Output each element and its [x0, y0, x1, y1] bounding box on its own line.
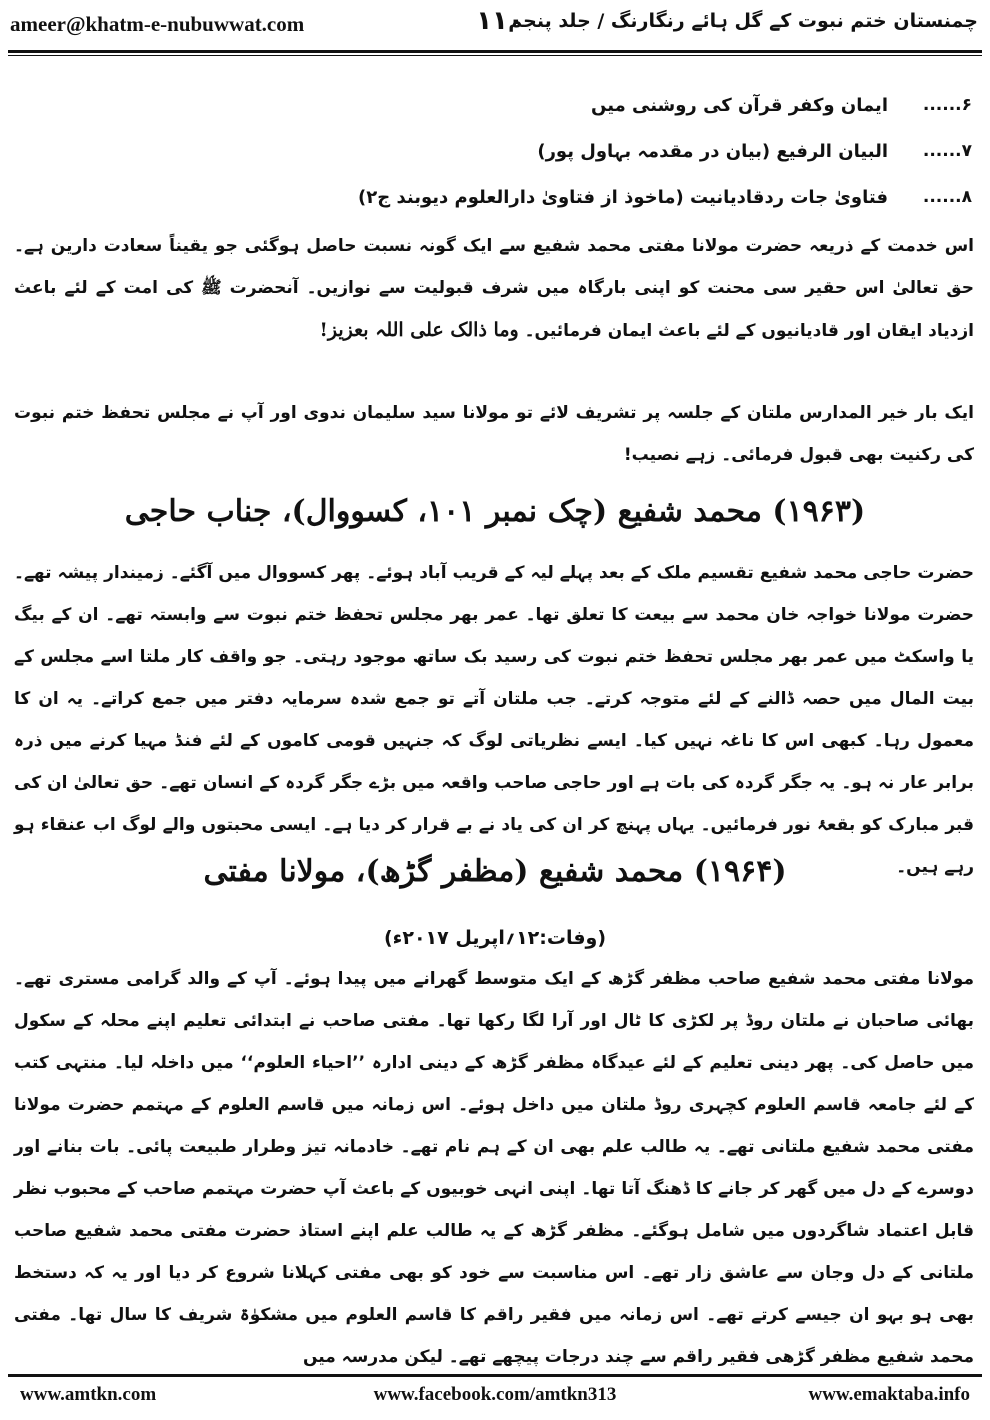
numbered-list	[280, 82, 972, 220]
footer-link-facebook[interactable]: www.facebook.com/amtkn313	[373, 1384, 617, 1405]
paragraph-service	[14, 225, 974, 352]
paragraph-mufti-shafi: مولانا مفتی محمد شفیع صاحب مظفر گڑھ کے ایک متوسط گھرانے میں پیدا ہوئے۔ آپ کے والد گرامی مستری تھے۔ بھائی صاحبان نے ملتان روڈ پر لکڑی کا ٹال اور آرا لگا رکھا تھا۔ مفتی صاحب نے ابتدائی تعلیم اپنے محلہ کے سکول میں حاصل کی۔ پھر دینی تعلیم کے لئے عیدگاہ مظفر گڑھ کے دینی ادارہ ’’احیاء العلوم‘‘ میں داخلہ لیا۔ منتہی کتب کے لئے جامعہ قاسم العلوم کچہری روڈ ملتان میں داخل ہوئے۔ اس زمانہ میں قاسم العلوم کے مہتمم حضرت مولانا مفتی محمد شفیع ملتانی تھے۔ یہ طالب علم بھی ان کے ہم نام تھے۔ خادمانہ تیز وطرار طبیعت پائی۔ بات بنانے اور دوسرے کے دل میں گھر کر جانے کا ڈھنگ آتا تھا۔ اپنی انہی خوبیوں کے باعث آپ حضرت مہتمم صاحب کے محبوب نظر قابل اعتماد شاگردوں میں شامل ہوگئے۔ مظفر گڑھ کے یہ طالب علم اپنے استاذ حضرت مفتی محمد شفیع صاحب ملتانی کے دل وجان سے عاشق زار تھے۔ اس مناسبت سے خود کو بھی مفتی کہلانا شروع کر دیا اور یہ کہ دستخط بھی ہو بہو ان جیسے کرتے تھے۔ اس زمانہ میں فقیر راقم کا قاسم العلوم میں مشکوٰۃ شریف کا سال تھا۔ مفتی محمد شفیع مظفر گڑھی فقیر راقم سے چند درجات پیچھے تھے۔ لیکن مدرسہ میں	[14, 969, 974, 1367]
list-item-number: ۸......	[922, 187, 972, 207]
footer-link-amtkn[interactable]: www.amtkn.com	[20, 1384, 157, 1405]
section-heading-1963: (۱۹۶۳) محمد شفیع (چک نمبر ۱۰۱، کسووال)، جناب حاجی	[124, 494, 866, 529]
list-item-number: ۷......	[922, 141, 972, 161]
paragraph-khair-ul-madaris: ایک بار خیر المدارس ملتان کے جلسہ پر تشریف لائے تو مولانا سید سلیمان ندوی اور آپ نے مجلس تحفظ ختم نبوت کی رکنیت بھی قبول فرمائی۔ زہے نصیب!	[14, 403, 974, 465]
list-item-text: ایمان وکفر قرآن کی روشنی میں	[591, 94, 888, 116]
book-title: چمنستان ختم نبوت کے گل ہائے رنگارنگ / جلد پنجم	[508, 10, 978, 32]
list-item-number: ۶......	[922, 95, 972, 115]
list-item-text: البیان الرفیع (بیان در مقدمہ بہاول پور)	[537, 140, 888, 162]
arabic-quote: وما ذالک علی اللہ بعزیز!	[319, 319, 519, 341]
list-item	[280, 82, 972, 128]
footer-link-emaktaba[interactable]: www.emaktaba.info	[808, 1384, 970, 1405]
death-date: (وفات:۱۲؍اپریل ۲۰۱۷ء)	[383, 927, 607, 949]
footer-rule	[8, 1374, 982, 1377]
list-item	[280, 174, 972, 220]
page-number: ۱۱۰	[476, 6, 524, 36]
header-rule	[8, 50, 982, 53]
list-item	[280, 128, 972, 174]
paragraph-haji-shafi: حضرت حاجی محمد شفیع تقسیم ملک کے بعد پہلے لیہ کے قریب آباد ہوئے۔ پھر کسووال میں آگئے۔ زمیندار پیشہ تھے۔ حضرت مولانا خواجہ خان محمد سے بیعت کا تعلق تھا۔ عمر بھر مجلس تحفظ ختم نبوت سے وابستہ تھے۔ ان کے بیگ یا واسکٹ میں عمر بھر مجلس تحفظ ختم نبوت کی رسید بک ساتھ موجود رہتی۔ جو واقف کار ملتا اسے مجلس کے بیت المال میں حصہ ڈالنے کے لئے متوجہ کرتے۔ جب ملتان آتے تو جمع شدہ سرمایہ دفتر میں جمع کراتے۔ یہ ان کا معمول رہا۔ کبھی اس کا ناغہ نہیں کیا۔ ایسے نظریاتی لوگ کہ جنہیں قومی کاموں کے لئے فنڈ مہیا کرنے میں ذرہ برابر عار نہ ہو۔ یہ جگر گردہ کی بات ہے اور حاجی صاحب واقعہ میں بڑے جگر گردہ کے انسان تھے۔ حق تعالیٰ ان کی قبر مبارک کو بقعۂ نور فرمائیں۔ یہاں پہنچ کر ان کی یاد نے بے قرار کر دیا ہے۔ ایسی محبتوں والے لوگ اب عنقاء ہو رہے ہیں۔	[14, 563, 974, 877]
paragraph-text: اس خدمت کے ذریعہ حضرت مولانا مفتی محمد شفیع سے ایک گونہ نسبت حاصل ہوگئی جو یقیناً سعادت دارین ہے۔ حق تعالیٰ اس حقیر سی محنت کو اپنی بارگاہ میں شرف قبولیت سے نوازیں۔ آنحضرت ﷺ کی امت کے لئے باعث ازدیاد ایقان اور قادیانیوں کے لئے باعث ایمان فرمائیں۔	[14, 236, 974, 341]
section-heading-1964: (۱۹۶۴) محمد شفیع (مظفر گڑھ)، مولانا مفتی	[203, 854, 787, 889]
header-email: ameer@khatm-e-nubuwwat.com	[10, 12, 305, 36]
header-rule-thin	[8, 55, 982, 56]
list-item-text: فتاویٰ جات ردقادیانیت (ماخوذ از فتاویٰ دارالعلوم دیوبند ج۲)	[357, 186, 888, 208]
